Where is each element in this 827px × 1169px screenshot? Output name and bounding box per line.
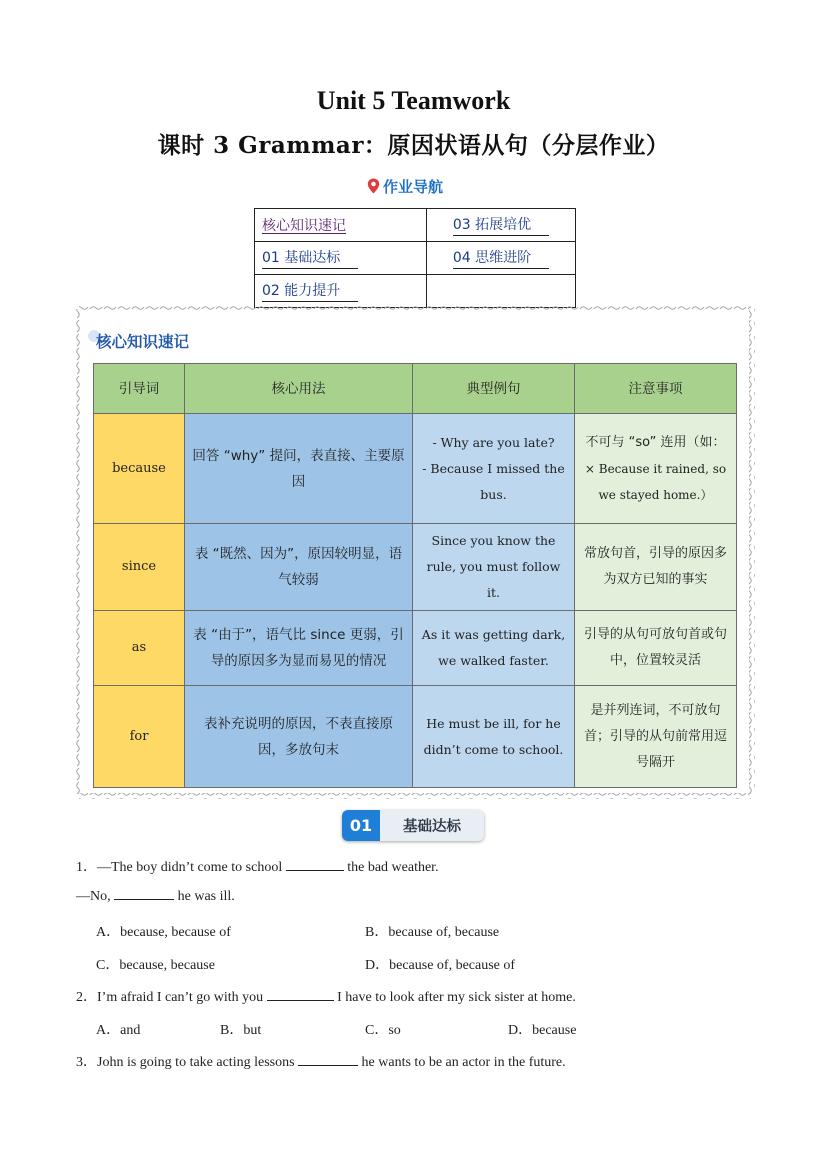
table-row	[94, 414, 737, 524]
question-text: he was ill.	[174, 889, 235, 904]
question-3	[76, 1051, 566, 1071]
q1-option-c[interactable]: C．because, because	[96, 958, 215, 973]
core-knowledge-section-title	[88, 330, 189, 352]
example-cell: Since you know the rule, you must follow it.	[413, 524, 575, 611]
example-cell	[413, 414, 575, 524]
table-row	[94, 686, 737, 788]
question-text: —No,	[76, 889, 115, 904]
question-text: 1．—The boy didn’t come to school	[76, 860, 286, 875]
core-knowledge-table	[93, 363, 737, 788]
nav-link-thinking[interactable]: 04 思维进阶	[452, 250, 532, 266]
answer-blank[interactable]	[267, 989, 334, 1001]
q1-option-b[interactable]: B．because of, because	[365, 925, 500, 940]
question-text: he wants to be an actor in the future.	[358, 1055, 566, 1070]
q2-option-c[interactable]: C．so	[365, 1023, 401, 1038]
notes-cell: 是并列连词，不可放句首；引导的从句前常用逗号隔开	[575, 686, 737, 788]
location-pin-icon	[367, 178, 380, 194]
nav-cell	[255, 209, 427, 242]
nav-link-core-knowledge[interactable]: 核心知识速记	[262, 218, 346, 234]
homework-navigation-heading	[367, 175, 443, 197]
header-cell: 引导词	[94, 364, 185, 414]
nav-cell	[255, 242, 427, 275]
table-row	[94, 524, 737, 611]
conjunction-cell: since	[94, 524, 185, 611]
example-line: - Because I missed the bus.	[422, 460, 565, 502]
usage-cell: 表 “既然、因为”，原因较明显，语气较弱	[185, 524, 413, 611]
notes-cell	[575, 414, 737, 524]
example-line: - Why are you late?	[432, 434, 555, 450]
table-header-row	[94, 364, 737, 414]
navigation-heading-text: 作业导航	[383, 177, 444, 196]
usage-cell: 表补充说明的原因，不表直接原因，多放句末	[185, 686, 413, 788]
question-text: the bad weather.	[343, 860, 439, 875]
basic-section-badge	[342, 810, 484, 841]
note-line: 不可与 “so” 连用（如：	[585, 434, 726, 450]
note-line: × Because it rained, so we stayed home.）	[584, 461, 727, 502]
nav-cell-empty	[427, 275, 576, 308]
question-1-line-1	[76, 856, 439, 876]
usage-cell: 回答 “why” 提问，表直接、主要原因	[185, 414, 413, 524]
q1-option-d[interactable]: D．because of, because of	[365, 958, 516, 973]
conjunction-cell: because	[94, 414, 185, 524]
notes-cell: 常放句首，引导的原因多为双方已知的事实	[575, 524, 737, 611]
q2-option-d[interactable]: D．because	[508, 1023, 577, 1038]
answer-blank[interactable]	[286, 859, 344, 871]
q2-option-a[interactable]: A．and	[96, 1023, 141, 1038]
nav-link-extension[interactable]: 03 拓展培优	[452, 217, 532, 233]
question-1-line-2	[76, 888, 235, 905]
navigation-table	[254, 208, 576, 308]
section-label: 基础达标	[403, 819, 461, 835]
header-cell: 典型例句	[413, 364, 575, 414]
core-knowledge-title-text: 核心知识速记	[96, 333, 190, 351]
question-2	[76, 986, 576, 1006]
q1-option-a[interactable]: A．because, because of	[96, 925, 231, 940]
q2-option-b[interactable]: B．but	[220, 1023, 262, 1038]
page-subtitle: 课时 3 Grammar：原因状语从句（分层作业）	[157, 132, 670, 159]
header-cell: 核心用法	[185, 364, 413, 414]
nav-cell	[255, 275, 427, 308]
answer-blank[interactable]	[298, 1054, 358, 1066]
section-number: 01	[342, 810, 380, 841]
conjunction-cell: for	[94, 686, 185, 788]
example-cell: As it was getting dark, we walked faster.	[413, 611, 575, 686]
header-cell: 注意事项	[575, 364, 737, 414]
question-text: 3．John is going to take acting lessons	[76, 1055, 299, 1070]
page-title: Unit 5 Teamwork	[316, 86, 511, 115]
question-text: I have to look after my sick sister at home.	[333, 990, 576, 1005]
question-text: 2．I’m afraid I can’t go with you	[76, 990, 267, 1005]
nav-cell	[427, 209, 576, 242]
nav-link-basic[interactable]: 01 基础达标	[262, 250, 341, 266]
nav-cell	[427, 242, 576, 275]
nav-link-ability[interactable]: 02 能力提升	[262, 283, 341, 299]
notes-cell: 引导的从句可放句首或句中，位置较灵活	[575, 611, 737, 686]
usage-cell: 表 “由于”，语气比 since 更弱，引导的原因多为显而易见的情况	[185, 611, 413, 686]
conjunction-cell: as	[94, 611, 185, 686]
table-row	[94, 611, 737, 686]
answer-blank[interactable]	[114, 888, 174, 900]
example-cell: He must be ill, for he didn’t come to school.	[413, 686, 575, 788]
